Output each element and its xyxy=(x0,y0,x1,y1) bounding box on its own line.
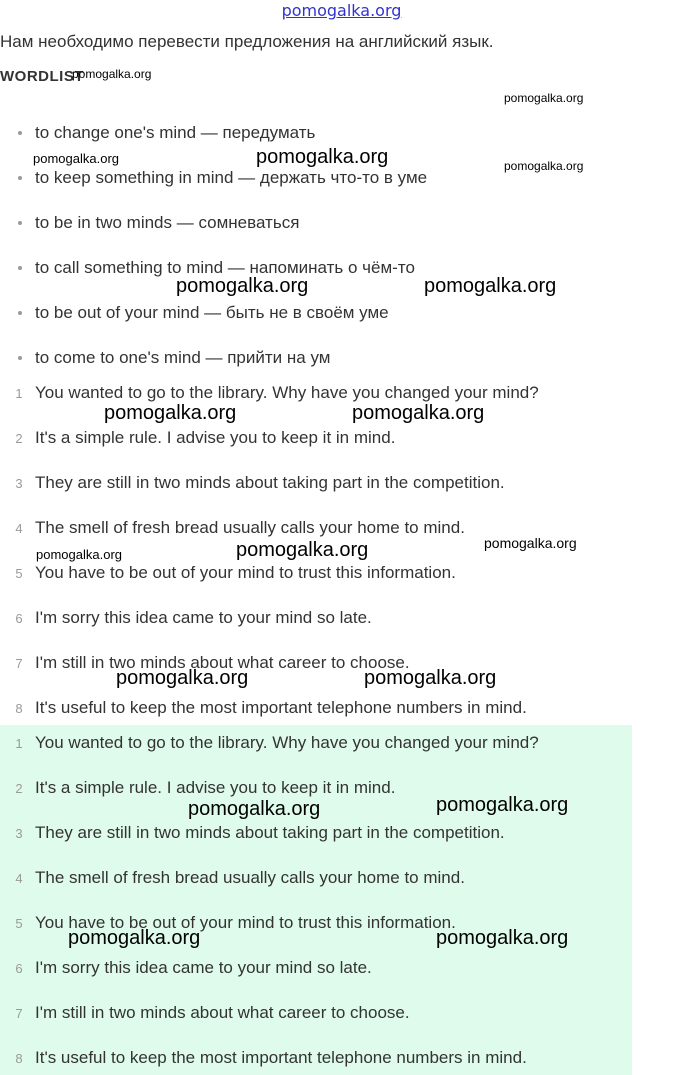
exercise-row xyxy=(0,381,640,405)
exercise-row xyxy=(0,561,640,585)
answer-text: They are still in two minds about taking part in the competition. xyxy=(35,823,505,842)
exercise-row xyxy=(0,606,640,630)
wordlist-item-text: to be in two minds — сомневаться xyxy=(35,213,300,232)
answer-text: It's useful to keep the most important telephone numbers in mind. xyxy=(35,1048,527,1067)
sentence-number: 5 xyxy=(15,566,23,581)
answer-row xyxy=(0,731,640,755)
bullet-icon xyxy=(18,266,22,270)
sentence-text: You wanted to go to the library. Why have you changed your mind? xyxy=(35,383,539,402)
bullet-icon xyxy=(18,221,22,225)
exercise-row xyxy=(0,651,640,675)
answer-text: I'm sorry this idea came to your mind so late. xyxy=(35,958,372,977)
watermark: pomogalka.org xyxy=(188,798,321,820)
sentence-text: They are still in two minds about taking part in the competition. xyxy=(35,473,505,492)
answer-number: 5 xyxy=(15,916,23,931)
answer-number: 3 xyxy=(15,826,23,841)
answer-number: 7 xyxy=(15,1006,23,1021)
watermark: pomogalka.org xyxy=(72,67,152,81)
answer-text: It's a simple rule. I advise you to keep it in mind. xyxy=(35,778,396,797)
answer-row xyxy=(0,866,640,890)
answer-row xyxy=(0,1001,640,1025)
exercise-row xyxy=(0,696,640,720)
sentence-text: The smell of fresh bread usually calls your home to mind. xyxy=(35,518,465,537)
watermark: pomogalka.org xyxy=(104,402,237,424)
answer-number: 6 xyxy=(15,961,23,976)
exercise-row xyxy=(0,426,640,450)
wordlist-item-text: to come to one's mind — прийти на ум xyxy=(35,348,331,367)
sentence-number: 7 xyxy=(15,656,23,671)
sentence-number: 1 xyxy=(15,386,23,401)
wordlist-item xyxy=(0,211,640,235)
watermark: pomogalka.org xyxy=(436,794,569,816)
bullet-icon xyxy=(18,176,22,180)
watermark: pomogalka.org xyxy=(352,402,485,424)
answer-text: The smell of fresh bread usually calls your home to mind. xyxy=(35,868,465,887)
bullet-icon xyxy=(18,356,22,360)
answer-text: I'm still in two minds about what career to choose. xyxy=(35,1003,410,1022)
sentence-number: 8 xyxy=(15,701,23,716)
sentence-number: 2 xyxy=(15,431,23,446)
answer-number: 4 xyxy=(15,871,23,886)
wordlist-item-text: to keep something in mind — держать что-то в уме xyxy=(35,168,428,187)
wordlist-item-text: to change one's mind — передумать xyxy=(35,123,316,142)
bullet-icon xyxy=(18,311,22,315)
watermark: pomogalka.org xyxy=(33,151,119,166)
task-instruction: Нам необходимо перевести предложения на английский язык. xyxy=(0,32,494,51)
watermark: pomogalka.org xyxy=(256,146,389,168)
answer-row xyxy=(0,821,640,845)
wordlist-item-text: to call something to mind — напоминать о чём-то xyxy=(35,258,415,277)
sentence-text: You have to be out of your mind to trust this information. xyxy=(35,563,456,582)
answer-number: 8 xyxy=(15,1051,23,1066)
site-title-link[interactable]: pomogalka.org xyxy=(281,1,402,20)
bullet-icon xyxy=(18,131,22,135)
watermark: pomogalka.org xyxy=(484,535,577,551)
wordlist-item xyxy=(0,301,640,325)
answer-number: 1 xyxy=(15,736,23,751)
sentence-text: I'm still in two minds about what career to choose. xyxy=(35,653,410,672)
wordlist-item xyxy=(0,121,640,145)
sentence-text: I'm sorry this idea came to your mind so late. xyxy=(35,608,372,627)
watermark: pomogalka.org xyxy=(424,275,557,297)
answer-row xyxy=(0,1046,640,1070)
sentence-text: It's a simple rule. I advise you to keep it in mind. xyxy=(35,428,396,447)
wordlist-item-text: to be out of your mind — быть не в своём уме xyxy=(35,303,389,322)
answer-row xyxy=(0,956,640,980)
watermark: pomogalka.org xyxy=(364,667,497,689)
answer-text: You have to be out of your mind to trust this information. xyxy=(35,913,456,932)
watermark: pomogalka.org xyxy=(116,667,249,689)
sentence-number: 3 xyxy=(15,476,23,491)
watermark: pomogalka.org xyxy=(436,927,569,949)
watermark: pomogalka.org xyxy=(36,547,122,562)
wordlist-heading: WORDLIST xyxy=(0,68,84,85)
watermark: pomogalka.org xyxy=(68,927,201,949)
wordlist-item xyxy=(0,346,640,370)
watermark: pomogalka.org xyxy=(236,539,369,561)
answer-text: You wanted to go to the library. Why have you changed your mind? xyxy=(35,733,539,752)
sentence-number: 6 xyxy=(15,611,23,626)
watermark: pomogalka.org xyxy=(504,91,584,105)
exercise-row xyxy=(0,471,640,495)
answer-number: 2 xyxy=(15,781,23,796)
watermark: pomogalka.org xyxy=(176,275,309,297)
sentence-number: 4 xyxy=(15,521,23,536)
watermark: pomogalka.org xyxy=(504,159,584,173)
sentence-text: It's useful to keep the most important telephone numbers in mind. xyxy=(35,698,527,717)
